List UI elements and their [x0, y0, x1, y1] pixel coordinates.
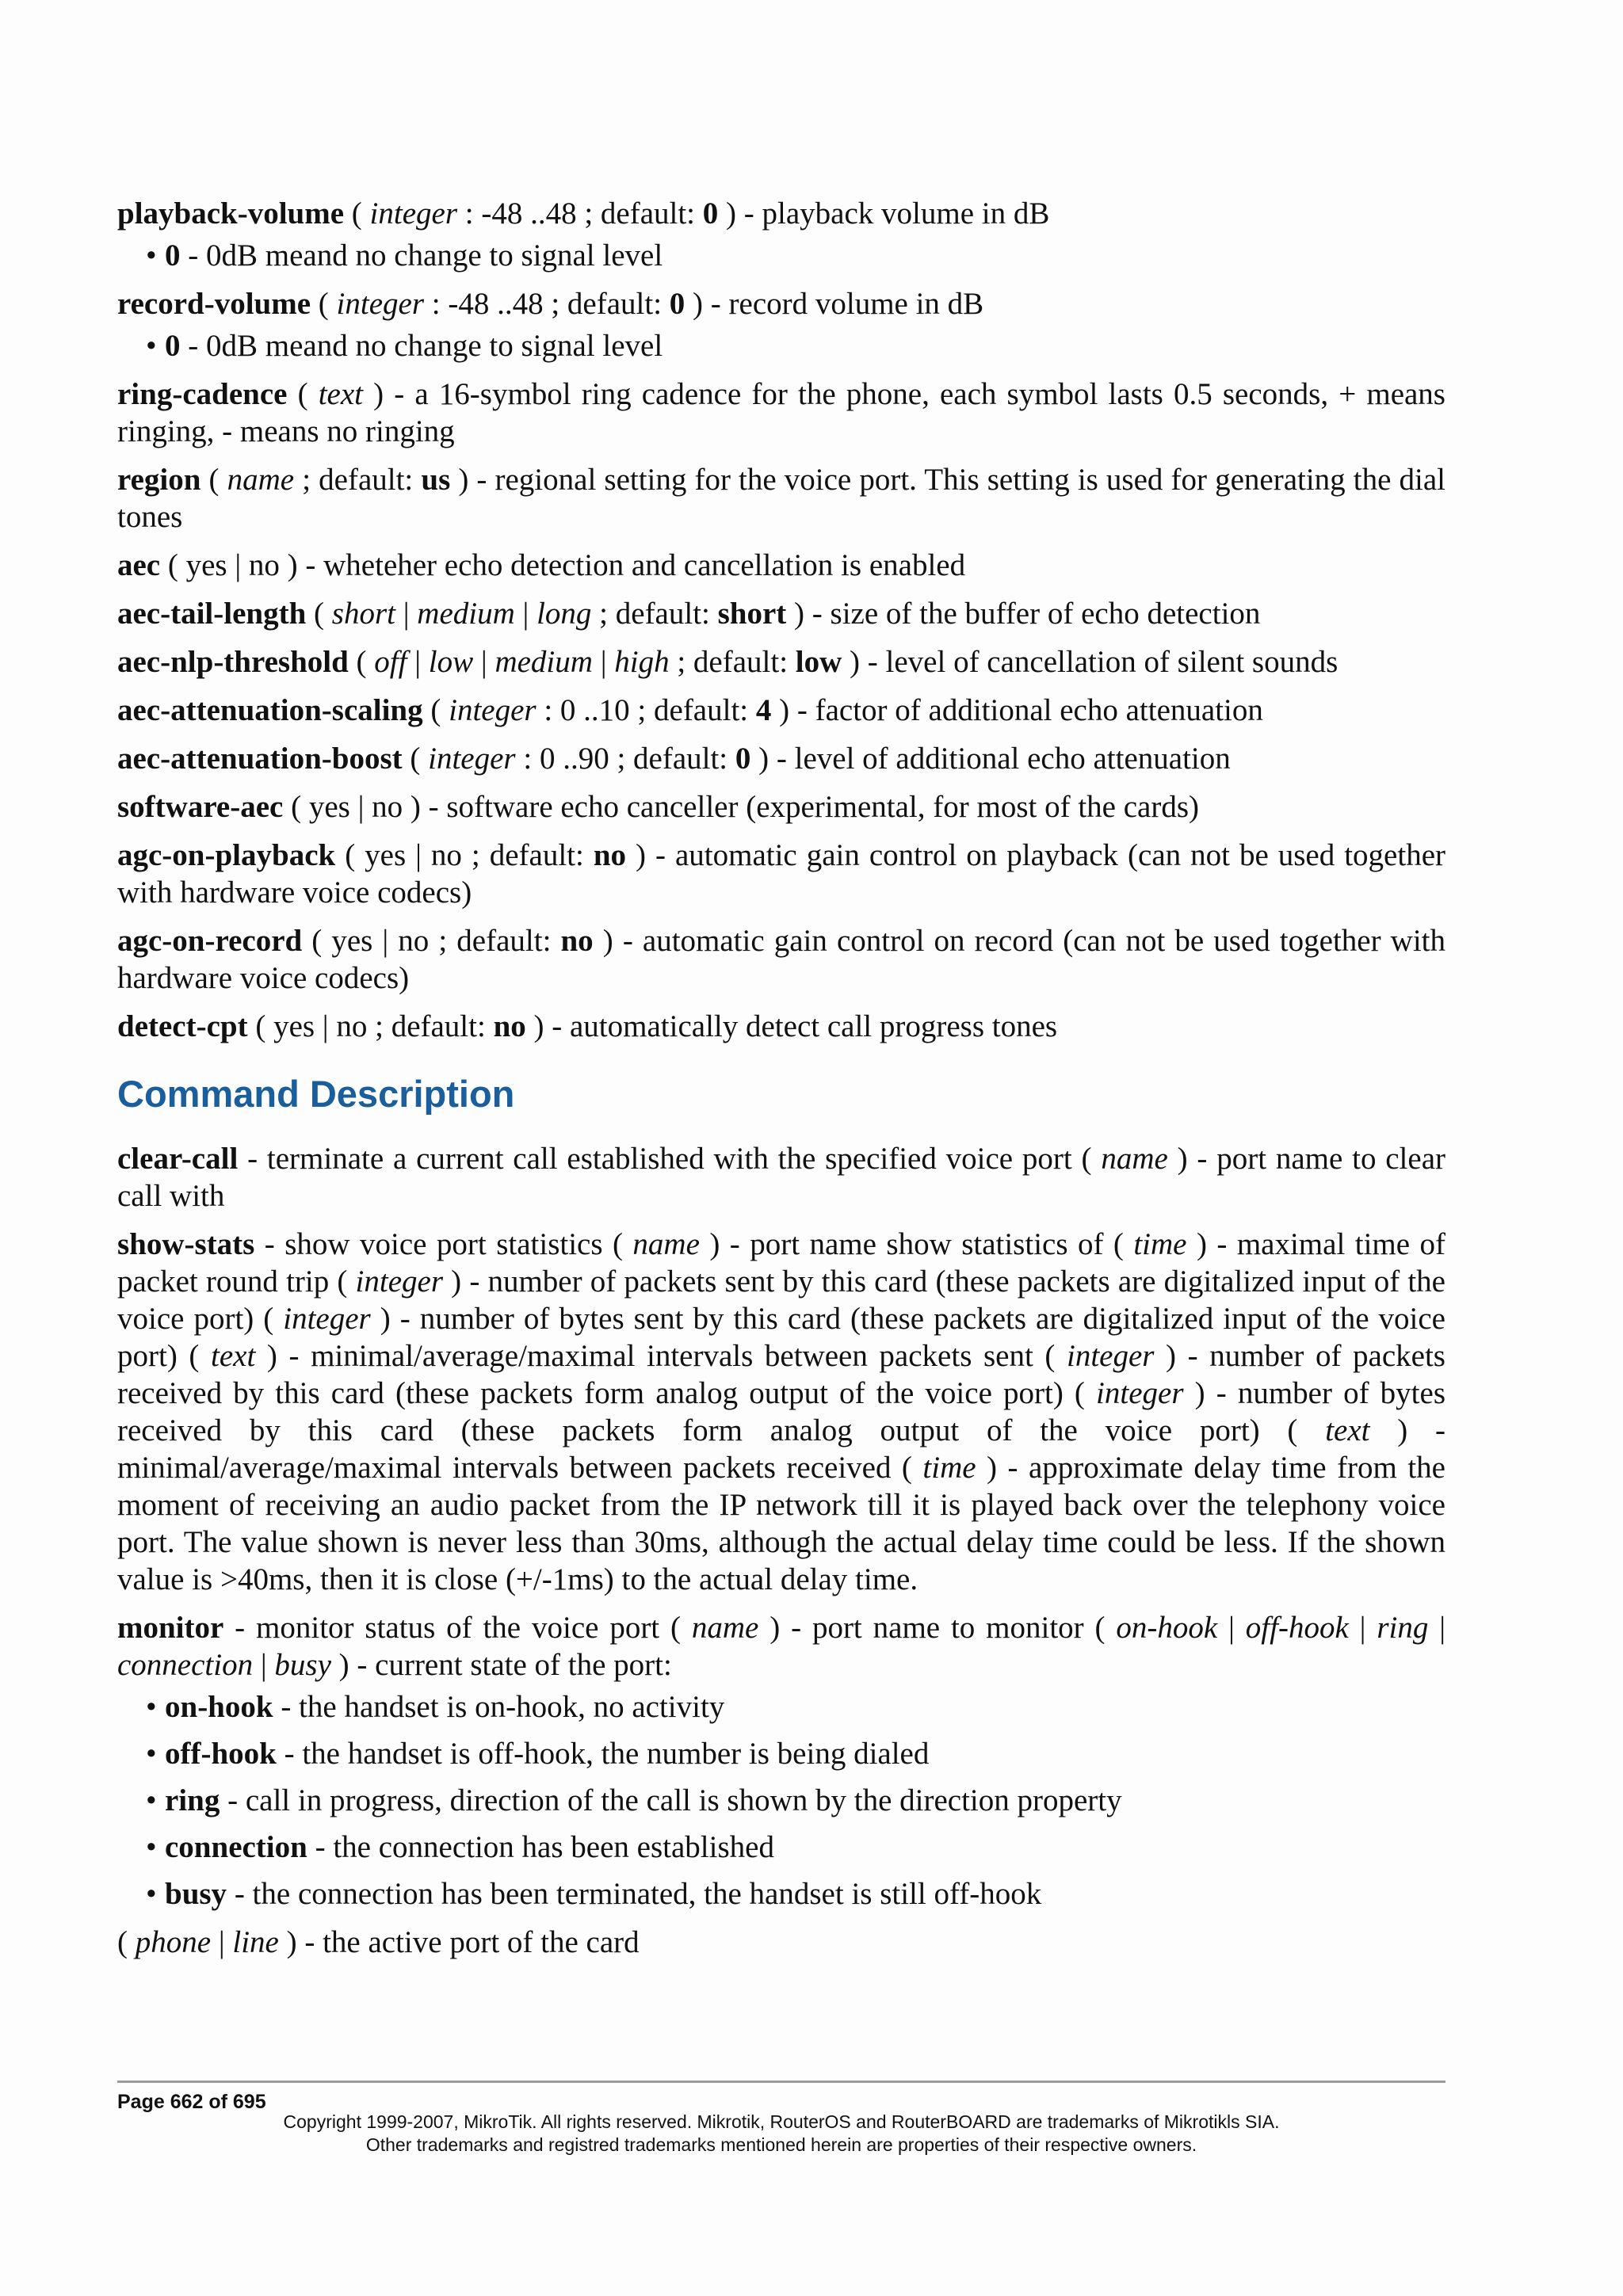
property-default: 0	[702, 196, 719, 231]
property-text: (	[348, 645, 375, 679]
property-type: text	[318, 377, 363, 411]
list-item	[146, 237, 1445, 274]
command-text: ) - number of bytes sent by this card (these packets are digitalized input of the voice port) (	[117, 1302, 1445, 1373]
property-description: ) - automatically detect call progress tones	[525, 1009, 1058, 1043]
command-text: - show voice port statistics (	[254, 1227, 633, 1261]
property-description: ( yes | no ) - wheteher echo detection and cancellation is enabled	[160, 548, 966, 582]
property-name: ring-cadence	[117, 377, 288, 411]
property-type: medium	[495, 645, 593, 679]
argument-type: connection	[117, 1648, 254, 1682]
property-description: ) - playback volume in dB	[718, 196, 1050, 231]
bullet-icon: •	[146, 1737, 157, 1771]
property-text: |	[407, 645, 429, 679]
property-text: : -48 ..48 ; default:	[424, 287, 670, 321]
command-text: ) - current state of the port:	[330, 1648, 672, 1682]
argument-type: phone	[135, 1925, 212, 1959]
command-name: monitor	[117, 1611, 224, 1645]
property-agc-on-record	[117, 922, 1445, 997]
value-description: - 0dB meand no change to signal level	[180, 238, 663, 273]
property-description: ) - automatic gain control on record (can not be used together with hardware voice codecs)	[117, 924, 1446, 995]
property-name: software-aec	[117, 790, 284, 824]
property-aec-attenuation-scaling	[117, 692, 1445, 729]
property-description: ) - record volume in dB	[685, 287, 984, 321]
property-text: ; default:	[669, 645, 796, 679]
property-default: 0	[735, 742, 751, 776]
state-description: - the handset is off-hook, the number is being dialed	[276, 1737, 930, 1771]
property-aec-nlp-threshold	[117, 643, 1445, 681]
property-text: (	[422, 693, 449, 727]
state-description: - the connection has been terminated, the handset is still off-hook	[227, 1877, 1042, 1911]
footer-divider	[117, 2081, 1445, 2083]
property-description: ) - automatic gain control on playback (can not be used together with hardware voice codecs)	[117, 838, 1445, 910]
property-description: ) - factor of additional echo attenuation	[771, 693, 1263, 727]
property-text: ( yes | no ; default:	[247, 1009, 494, 1043]
property-name: aec-attenuation-scaling	[117, 693, 423, 727]
argument-type: ring	[1377, 1611, 1429, 1645]
argument-type: busy	[274, 1648, 331, 1682]
property-default: 0	[669, 287, 685, 321]
command-text: ) - port name to monitor (	[758, 1611, 1117, 1645]
state-key: ring	[165, 1783, 220, 1817]
command-text: ) - port name show statistics of (	[699, 1227, 1134, 1261]
property-record-volume	[117, 285, 1445, 322]
command-text: ) - minimal/average/maximal intervals between packets received (	[117, 1413, 1445, 1485]
property-default: low	[795, 645, 842, 679]
state-key: off-hook	[165, 1737, 277, 1771]
property-agc-on-playback	[117, 837, 1445, 911]
property-description: ) - regional setting for the voice port. This setting is used for generating the dial tones	[117, 463, 1445, 534]
command-text: |	[1348, 1611, 1377, 1645]
value-description: - 0dB meand no change to signal level	[180, 329, 663, 363]
property-text: ; default:	[591, 597, 718, 631]
property-default: no	[560, 924, 594, 958]
command-text: ) - maximal time of packet round trip (	[117, 1227, 1445, 1299]
command-text: ) - minimal/average/maximal intervals between packets sent (	[255, 1339, 1067, 1373]
property-default: no	[493, 1009, 526, 1043]
property-name: playback-volume	[117, 196, 345, 231]
list-item	[146, 1782, 1445, 1819]
command-text: ) - number of packets received by this card (these packets form analog output of the voice port) (	[117, 1339, 1445, 1410]
property-text: (	[200, 463, 227, 497]
property-text: (	[306, 597, 332, 631]
command-name: show-stats	[117, 1227, 255, 1261]
property-text: (	[402, 742, 429, 776]
list-item	[146, 1829, 1445, 1866]
property-text: : -48 ..48 ; default:	[457, 196, 703, 231]
property-description: ) - level of cancellation of silent sounds	[842, 645, 1338, 679]
property-type: long	[537, 597, 592, 631]
property-aec-attenuation-boost	[117, 740, 1445, 777]
argument-type: name	[1101, 1142, 1168, 1176]
property-default: short	[717, 597, 787, 631]
property-description: ( yes | no ) - software echo canceller (experimental, for most of the cards)	[283, 790, 1199, 824]
bullet-icon: •	[146, 1690, 157, 1724]
command-text: |	[211, 1925, 233, 1959]
property-name: record-volume	[117, 287, 311, 321]
command-name: clear-call	[117, 1142, 239, 1176]
list-item	[146, 1735, 1445, 1772]
argument-type: integer	[283, 1302, 371, 1336]
command-text: ) - number of bytes received by this card (these packets form analog output of the voice port) (	[117, 1376, 1445, 1447]
trademark-line: Other trademarks and registred trademarks mentioned herein are properties of their respective owners.	[365, 2134, 1197, 2155]
property-name: region	[117, 463, 201, 497]
list-item	[146, 1875, 1445, 1913]
command-text: |	[1428, 1611, 1446, 1645]
section-heading: Command Description	[117, 1073, 515, 1115]
property-software-aec	[117, 788, 1445, 826]
property-name: aec-attenuation-boost	[117, 742, 403, 776]
argument-type: integer	[1066, 1339, 1155, 1373]
property-detect-cpt	[117, 1008, 1445, 1045]
copyright-line: Copyright 1999-2007, MikroTik. All rights reserved. Mikrotik, RouterOS and RouterBOARD are trademarks of Mikrotikls SIA.	[283, 2111, 1280, 2132]
state-key: connection	[165, 1830, 307, 1864]
argument-type: line	[232, 1925, 279, 1959]
argument-type: on-hook	[1116, 1611, 1218, 1645]
property-playback-volume	[117, 195, 1445, 232]
property-text: : 0 ..90 ; default:	[515, 742, 735, 776]
command-text: |	[1217, 1611, 1246, 1645]
state-list	[117, 1688, 1445, 1913]
property-type: medium	[417, 597, 515, 631]
property-type: name	[227, 463, 295, 497]
property-aec	[117, 547, 1445, 584]
value-list	[117, 327, 1445, 364]
page-number: Page 662 of 695	[117, 2091, 266, 2113]
property-type: integer	[428, 742, 516, 776]
property-ring-cadence	[117, 376, 1445, 450]
argument-type: text	[211, 1339, 256, 1373]
command-text: |	[253, 1648, 275, 1682]
property-region	[117, 461, 1445, 536]
property-name: agc-on-playback	[117, 838, 336, 872]
property-type: off	[374, 645, 407, 679]
command-monitor-port	[117, 1924, 1445, 1961]
state-description: - the connection has been established	[307, 1830, 774, 1864]
command-clear-call	[117, 1140, 1445, 1215]
state-description: - call in progress, direction of the call is shown by the direction property	[220, 1783, 1122, 1817]
argument-type: name	[691, 1611, 759, 1645]
property-text: ( yes | no ; default:	[335, 838, 594, 872]
bullet-icon: •	[146, 1830, 157, 1864]
bullet-icon: •	[146, 1783, 157, 1817]
argument-type: integer	[355, 1264, 444, 1299]
property-text: ; default:	[294, 463, 422, 497]
argument-type: text	[1325, 1413, 1370, 1447]
property-text: |	[592, 645, 615, 679]
command-text: ) - number of packets sent by this card (these packets are digitalized input of the voice port) (	[117, 1264, 1445, 1336]
command-show-stats	[117, 1226, 1445, 1598]
property-default: no	[593, 838, 627, 872]
property-default: 4	[755, 693, 772, 727]
property-aec-tail-length	[117, 595, 1445, 632]
bullet-icon: •	[146, 1877, 157, 1911]
property-text: |	[514, 597, 537, 631]
document-body	[117, 195, 1445, 1972]
argument-type: time	[1133, 1227, 1187, 1261]
property-description: ) - level of additional echo attenuation	[750, 742, 1231, 776]
property-name: agc-on-record	[117, 924, 303, 958]
property-type: short	[331, 597, 395, 631]
command-text: (	[117, 1925, 136, 1959]
bullet-icon: •	[146, 238, 157, 273]
command-text: - terminate a current call established with the specified voice port (	[238, 1142, 1102, 1176]
argument-type: off-hook	[1245, 1611, 1349, 1645]
command-text: - monitor status of the voice port (	[223, 1611, 692, 1645]
value-list	[117, 237, 1445, 274]
command-monitor	[117, 1609, 1445, 1684]
state-key: busy	[165, 1877, 227, 1911]
bullet-icon: •	[146, 329, 157, 363]
property-name: aec-nlp-threshold	[117, 645, 349, 679]
property-type: integer	[449, 693, 537, 727]
command-text: ) - the active port of the card	[278, 1925, 640, 1959]
state-key: on-hook	[165, 1690, 273, 1724]
property-type: high	[614, 645, 670, 679]
argument-type: name	[632, 1227, 700, 1261]
property-text: (	[287, 377, 319, 411]
argument-type: time	[922, 1451, 976, 1485]
property-text: |	[473, 645, 495, 679]
value-key: 0	[165, 329, 181, 363]
state-description: - the handset is on-hook, no activity	[273, 1690, 725, 1724]
property-text: (	[311, 287, 337, 321]
property-description: ) - a 16-symbol ring cadence for the phone, each symbol lasts 0.5 seconds, + means ringing, - means no ringing	[117, 377, 1445, 448]
property-name: aec-tail-length	[117, 597, 307, 631]
property-description: ) - size of the buffer of echo detection	[786, 597, 1261, 631]
property-name: detect-cpt	[117, 1009, 248, 1043]
property-text: ( yes | no ; default:	[302, 924, 561, 958]
property-default: us	[421, 463, 451, 497]
argument-type: integer	[1096, 1376, 1184, 1410]
command-text: ) - port name to clear call with	[117, 1142, 1445, 1213]
property-type: integer	[369, 196, 457, 231]
value-key: 0	[165, 238, 181, 273]
copyright-notice	[117, 2111, 1445, 2157]
property-type: integer	[336, 287, 425, 321]
list-item	[146, 327, 1445, 364]
property-name: aec	[117, 548, 161, 582]
command-text: ) - approximate delay time from the moment of receiving an audio packet from the IP network till it is played back over the telephony voice port. The value shown is never less than 30ms, although the actual delay time could be less. If the shown value is >40ms, then it is close (+/-1ms) to the actual delay time.	[117, 1451, 1445, 1596]
property-type: low	[428, 645, 474, 679]
property-text: |	[395, 597, 418, 631]
property-text: : 0 ..10 ; default:	[536, 693, 756, 727]
list-item	[146, 1688, 1445, 1726]
property-text: (	[344, 196, 370, 231]
